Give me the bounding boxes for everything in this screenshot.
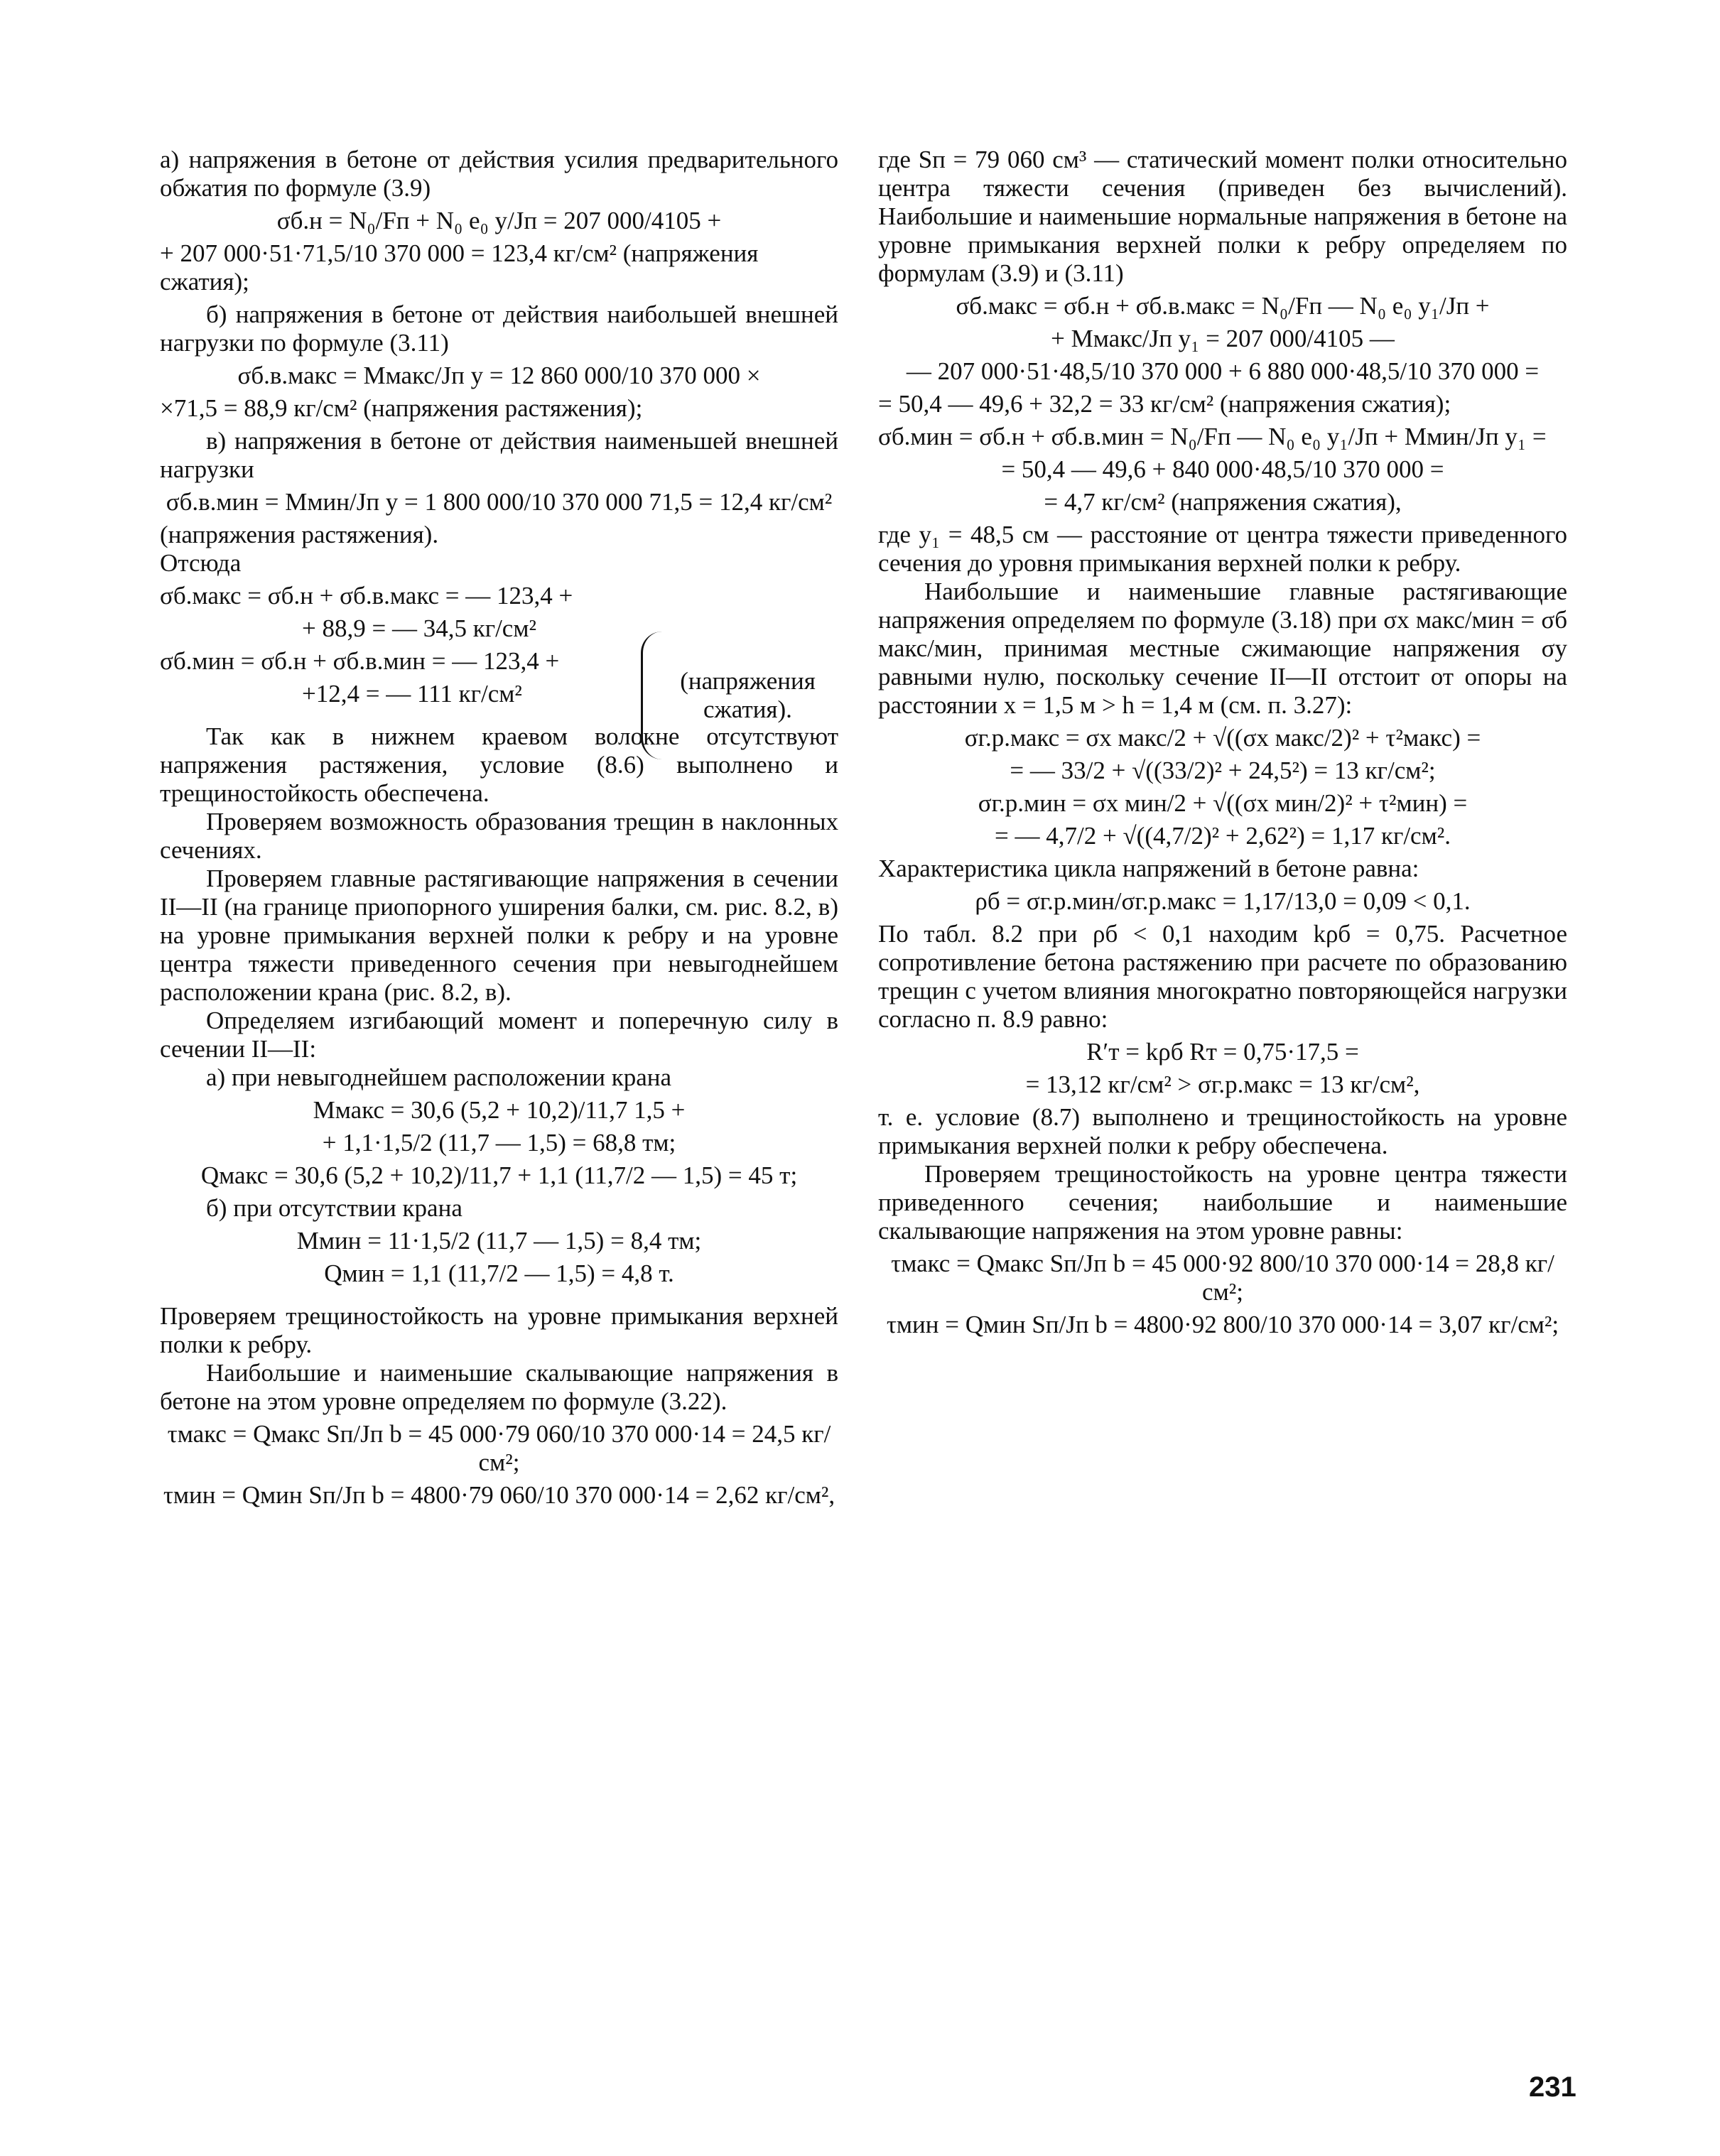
formula: + Mмакс/Jп y₁ = 207 000/4105 — xyxy=(1051,325,1395,352)
formula: σб.н = N₀/Fп + N₀ e₀ y/Jп = 207 000/4105 + xyxy=(276,207,722,234)
paragraph: Определяем изгибающий момент и поперечную силу в сечении II—II: xyxy=(160,1007,838,1063)
formula: Mмин = 11·1,5/2 (11,7 — 1,5) = 8,4 тм; xyxy=(296,1227,702,1255)
formula: Qмин = 1,1 (11,7/2 — 1,5) = 4,8 т. xyxy=(324,1260,674,1287)
paragraph: Наибольшие и наименьшие скалывающие напряжения в бетоне на этом уровне определяем по формуле (3.22). xyxy=(160,1359,838,1415)
paragraph: (напряжения растяжения). xyxy=(160,521,439,548)
left-column xyxy=(160,146,838,1514)
formula: = — 33/2 + √((33/2)² + 24,5²) = 13 кг/см²; xyxy=(1010,757,1436,784)
formula: τмакс = Qмакс Sп/Jп b = 45 000·79 060/10 370 000·14 = 24,5 кг/см²; xyxy=(167,1420,831,1476)
formula: = 50,4 — 49,6 + 32,2 = 33 кг/см² (напряжения сжатия); xyxy=(878,390,1451,418)
paragraph: Наибольшие и наименьшие главные растягивающие напряжения определяем по формуле (3.18) при σx макс/мин = σб макс/мин, принимая местные сжимающие напряжения σy равными нулю, поскольку сечение II—II отстоит от опоры на расстоянии x = 1,5 м > h = 1,4 м (см. п. 3.27): xyxy=(878,578,1567,719)
formula: + 1,1·1,5/2 (11,7 — 1,5) = 68,8 тм; xyxy=(322,1129,676,1156)
formula-line: + 88,9 = — 34,5 кг/см² xyxy=(302,614,536,642)
formula: = — 4,7/2 + √((4,7/2)² + 2,62²) = 1,17 кг/см². xyxy=(995,822,1451,850)
formula: Qмакс = 30,6 (5,2 + 10,2)/11,7 + 1,1 (11,7/2 — 1,5) = 45 т; xyxy=(200,1161,798,1189)
formula-line: σб.мин = σб.н + σб.в.мин = — 123,4 + xyxy=(160,647,560,675)
paragraph: Проверяем трещиностойкость на уровне центра тяжести приведенного сечения; наибольшие и наименьшие скалывающие напряжения на этом уровне равны: xyxy=(878,1160,1567,1245)
formula: σб.мин = σб.н + σб.в.мин = N₀/Fп — N₀ e₀ y₁/Jп + Mмин/Jп y₁ = xyxy=(878,423,1547,450)
formula: τмин = Qмин Sп/Jп b = 4800·92 800/10 370 000·14 = 3,07 кг/см²; xyxy=(886,1311,1559,1338)
paragraph: Характеристика цикла напряжений в бетоне равна: xyxy=(878,855,1419,882)
paragraph: где y₁ = 48,5 см — расстояние от центра тяжести приведенного сечения до уровня примыкания верхней полки к ребру. xyxy=(878,521,1567,577)
right-column xyxy=(878,146,1567,1343)
formula: σг.р.макс = σx макс/2 + √((σx макс/2)² + τ²макс) = xyxy=(964,724,1481,752)
paragraph: Отсюда xyxy=(160,549,242,577)
formula: σб.в.мин = Mмин/Jп y = 1 800 000/10 370 000 71,5 = 12,4 кг/см² xyxy=(166,488,833,516)
spacer xyxy=(160,1292,838,1302)
paragraph: а) при невыгоднейшем расположении крана xyxy=(206,1063,672,1091)
paragraph: в) напряжения в бетоне от действия наименьшей внешней нагрузки xyxy=(160,427,838,483)
formula-line: +12,4 = — 111 кг/см² xyxy=(302,680,522,708)
formula: = 50,4 — 49,6 + 840 000·48,5/10 370 000 = xyxy=(1001,455,1444,483)
formula: + 207 000·51·71,5/10 370 000 = 123,4 кг/см² (напряжения сжатия); xyxy=(160,239,765,296)
formula-line: σб.макс = σб.н + σб.в.макс = — 123,4 + xyxy=(160,582,573,610)
paragraph: Проверяем главные растягивающие напряжения в сечении II—II (на границе приопорного уширения балки, см. рис. 8.2, в) на уровне примыкания верхней полки к ребру и на уровне центра тяжести приведенного сечения при невыгоднейшем расположении крана (рис. 8.2, в). xyxy=(160,865,838,1006)
paragraph: Так как в нижнем краевом волокне отсутствуют напряжения растяжения, условие (8.6) выполнено и трещиностойкость обеспечена. xyxy=(160,722,838,807)
formula: ×71,5 = 88,9 кг/см² (напряжения растяжения); xyxy=(160,394,643,422)
paragraph: б) при отсутствии крана xyxy=(206,1194,463,1222)
page-number: 231 xyxy=(1529,2071,1576,2103)
formula: R′т = kρб Rт = 0,75·17,5 = xyxy=(1086,1038,1359,1066)
formula: τмин = Qмин Sп/Jп b = 4800·79 060/10 370 000·14 = 2,62 кг/см², xyxy=(163,1481,835,1509)
formula: σб.макс = σб.н + σб.в.макс = N₀/Fп — N₀ e₀ y₁/Jп + xyxy=(956,292,1490,320)
formula: τмакс = Qмакс Sп/Jп b = 45 000·92 800/10 370 000·14 = 28,8 кг/см²; xyxy=(891,1250,1554,1306)
paragraph: б) напряжения в бетоне от действия наибольшей внешней нагрузки по формуле (3.11) xyxy=(160,300,838,357)
formula: Mмакс = 30,6 (5,2 + 10,2)/11,7 1,5 + xyxy=(313,1096,686,1124)
formula: = 4,7 кг/см² (напряжения сжатия), xyxy=(1044,488,1402,516)
formula: ρб = σг.р.мин/σг.р.макс = 1,17/13,0 = 0,09 < 0,1. xyxy=(975,887,1471,915)
paragraph: По табл. 8.2 при ρб < 0,1 находим kρб = 0,75. Расчетное сопротивление бетона растяжению при расчете по образованию трещин с учетом влияния многократно повторяющейся нагрузки согласно п. 8.9 равно: xyxy=(878,920,1567,1033)
paragraph: где Sп = 79 060 см³ — статический момент полки относительно центра тяжести сечения (приведен без вычислений). Наибольшие и наименьшие нормальные напряжения в бетоне на уровне примыкания верхней полки к ребру определяем по формулам (3.9) и (3.11) xyxy=(878,146,1567,287)
paragraph: Проверяем трещиностойкость на уровне примыкания верхней полки к ребру. xyxy=(160,1302,838,1358)
formula: σб.в.макс = Mмакс/Jп y = 12 860 000/10 370 000 × xyxy=(237,362,761,389)
formula: — 207 000·51·48,5/10 370 000 + 6 880 000·48,5/10 370 000 = xyxy=(906,357,1540,385)
paragraph: Проверяем возможность образования трещин в наклонных сечениях. xyxy=(160,808,838,864)
paragraph: а) напряжения в бетоне от действия усилия предварительного обжатия по формуле (3.9) xyxy=(160,146,838,202)
brace-note: (напряжения сжатия). xyxy=(641,632,838,759)
formula: σг.р.мин = σx мин/2 + √((σx мин/2)² + τ²мин) = xyxy=(978,789,1468,817)
paragraph: т. е. условие (8.7) выполнено и трещиностойкость на уровне примыкания верхней полки к ребру обеспечена. xyxy=(878,1103,1567,1159)
brace-formula-group xyxy=(160,582,838,723)
formula: = 13,12 кг/см² > σг.р.макс = 13 кг/см², xyxy=(1025,1071,1420,1098)
